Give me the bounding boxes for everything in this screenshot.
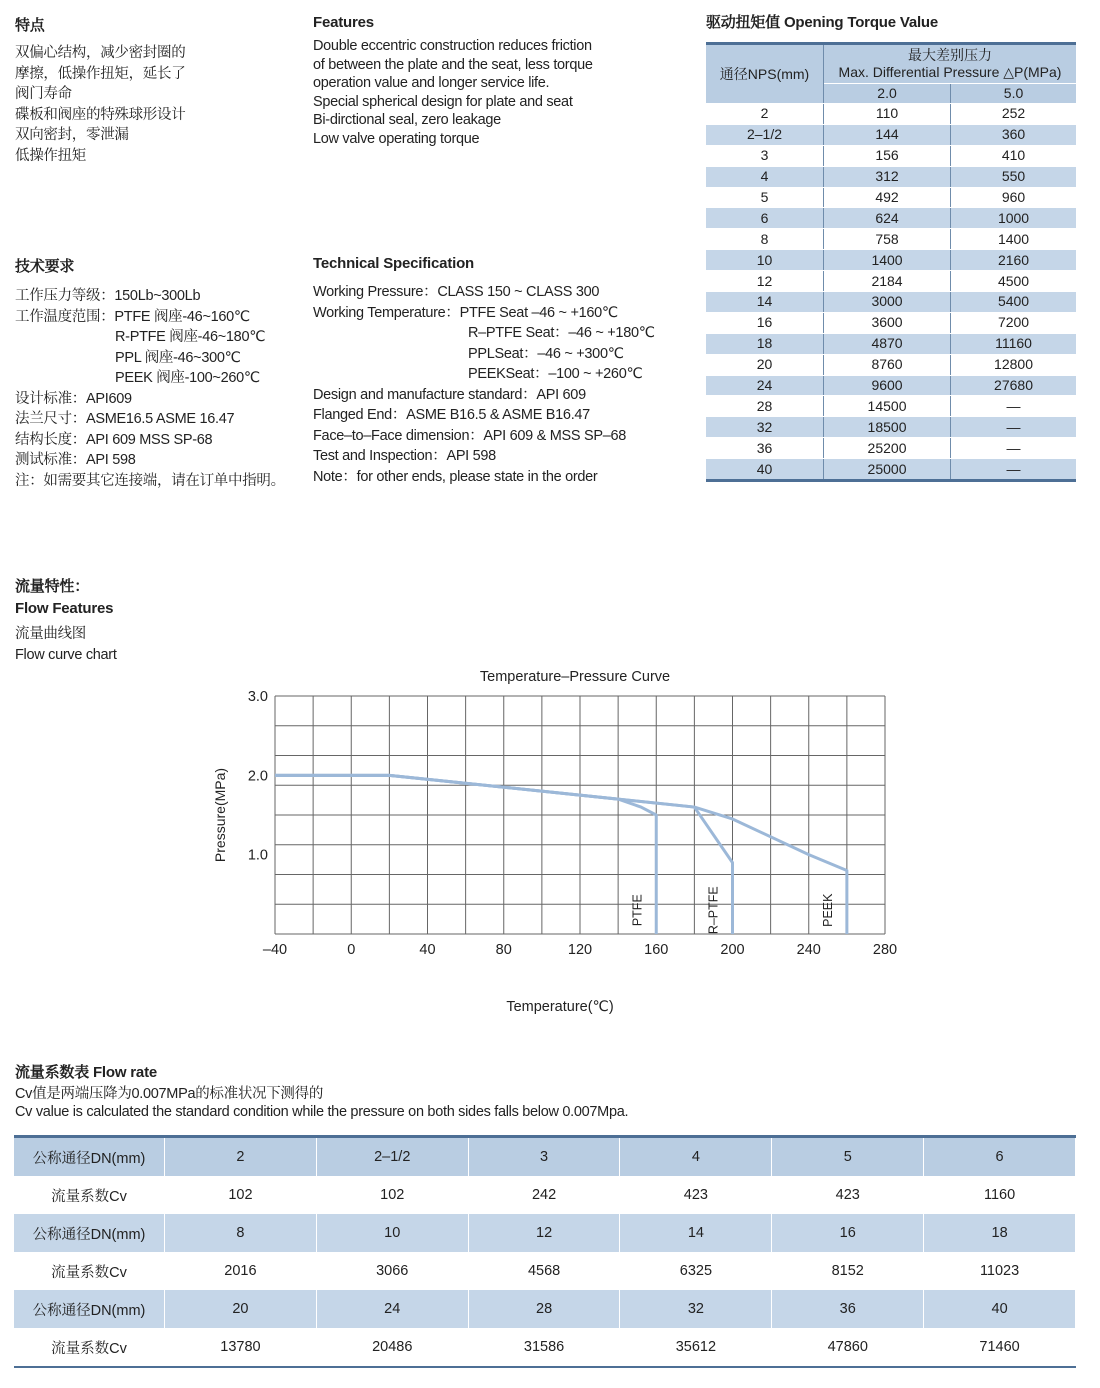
torque-value-cell: 14500 [824,396,951,417]
features-en-lines [313,37,673,148]
features-en-title: Features [313,14,374,31]
flow-dn-cell: 5 [772,1137,924,1177]
torque-nps-cell: 8 [706,229,824,250]
flow-features [15,575,117,665]
torque-row [706,459,1076,481]
flow-features-title-en: Flow Features [15,600,114,617]
torque-row [706,187,1076,208]
torque-value-cell: 3600 [824,312,951,333]
x-tick-label: 280 [872,942,898,958]
text-line: Special spherical design for plate and seat [313,93,573,110]
tech-cn [15,255,305,491]
flow-dn-cell: 10 [316,1214,468,1252]
flow-dn-cell: 2 [165,1137,317,1177]
flow-cv-cell: 31586 [468,1328,620,1367]
text-line: operation value and longer service life. [313,75,550,91]
flow-cv-cell: 8152 [772,1252,924,1290]
flow-dn-cell: 18 [924,1214,1076,1252]
text-line: 测试标准：API 598 [15,452,136,468]
text-line: PEEKSeat：–100 ~ +260℃ [468,366,643,382]
y-tick-label: 3.0 [247,689,268,705]
series-label: PTFE [630,894,645,927]
flow-cv-cell: 423 [772,1176,924,1214]
torque-value-cell: 624 [824,208,951,229]
torque-nps-cell: 32 [706,417,824,438]
torque-col-pressure-en: Max. Differential Pressure △P(MPa) [838,64,1062,80]
flow-cv-label: 流量系数Cv [14,1252,165,1290]
text-line: 双向密封，零泄漏 [15,127,129,143]
x-tick-label: 200 [720,942,745,958]
torque-nps-cell: 20 [706,354,824,375]
text-line: R–PTFE Seat：–46 ~ +180℃ [468,325,655,341]
flow-cv-cell: 6325 [620,1252,772,1290]
flow-dn-cell: 16 [772,1214,924,1252]
text-line: Test and Inspection：API 598 [313,448,496,464]
text-line: 阀门寿命 [15,86,72,102]
x-tick-label: –40 [262,942,288,958]
flow-dn-cell: 24 [316,1290,468,1328]
torque-value-cell: 25000 [824,459,951,481]
y-axis-label: Pressure(MPa) [212,767,228,863]
x-axis-label: Temperature(℃) [506,999,614,1015]
torque-value-cell: 4870 [824,333,951,354]
torque-nps-cell: 18 [706,333,824,354]
flow-dn-cell: 6 [924,1137,1076,1177]
flow-dn-cell: 8 [165,1214,317,1252]
flow-rate-title: 流量系数表 Flow rate [15,1064,158,1081]
torque-value-cell: — [951,396,1076,417]
torque-row [706,104,1076,125]
flow-cv-cell: 11023 [924,1252,1076,1290]
torque-value-cell: 1400 [824,250,951,271]
torque-pressure-5: 5.0 [951,84,1076,104]
torque-body [706,104,1076,481]
torque-nps-cell: 2 [706,104,824,125]
torque-value-cell: 960 [951,187,1076,208]
flow-dn-cell: 3 [468,1137,620,1177]
tech-en-lines [313,282,693,487]
torque-row [706,438,1076,459]
torque-value-cell: 492 [824,187,951,208]
flow-rate-note-en: Cv value is calculated the standard condition while the pressure on both sides falls below 0.007Mpa. [15,1104,629,1120]
torque-value-cell: 3000 [824,292,951,313]
torque-value-cell: 2184 [824,271,951,292]
torque-value-cell: 9600 [824,375,951,396]
flow-dn-label: 公称通径DN(mm) [14,1137,165,1177]
torque-value-cell: 144 [824,124,951,145]
text-line: of between the plate and the seat, less torque [313,56,593,73]
text-line: Bi-dirctional seal, zero leakage [313,112,501,128]
torque-nps-cell: 6 [706,208,824,229]
flow-cv-cell: 102 [316,1176,468,1214]
torque-value-cell: — [951,417,1076,438]
torque-row [706,145,1076,166]
torque-value-cell: 410 [951,145,1076,166]
flow-dn-cell: 28 [468,1290,620,1328]
flow-cv-cell: 35612 [620,1328,772,1367]
torque-value-cell: 550 [951,166,1076,187]
torque-value-cell: 110 [824,104,951,125]
torque-row [706,166,1076,187]
text-line: 碟板和阀座的特殊球形设计 [15,106,186,123]
flow-cv-row [14,1176,1076,1214]
torque-row [706,333,1076,354]
torque-row [706,312,1076,333]
torque-value-cell: 7200 [951,312,1076,333]
torque-row [706,396,1076,417]
torque-value-cell: 758 [824,229,951,250]
flow-dn-cell: 20 [165,1290,317,1328]
torque-nps-cell: 16 [706,312,824,333]
flow-features-title-cn: 流量特性： [15,578,90,595]
torque-row [706,208,1076,229]
torque-col-nps: 通径NPS(mm) [706,44,824,104]
text-line: Low valve operating torque [313,130,480,147]
torque-nps-cell: 2–1/2 [706,124,824,145]
temperature-pressure-chart [200,660,920,1030]
torque-value-cell: 1000 [951,208,1076,229]
flow-dn-row [14,1137,1076,1177]
flow-dn-cell: 40 [924,1290,1076,1328]
text-line: 设计标准：API609 [15,390,132,407]
flow-cv-cell: 1160 [924,1176,1076,1214]
torque-row [706,250,1076,271]
flow-cv-cell: 13780 [165,1328,317,1367]
flow-cv-row [14,1252,1076,1290]
torque-nps-cell: 28 [706,396,824,417]
torque-nps-cell: 12 [706,271,824,292]
flow-cv-cell: 47860 [772,1328,924,1367]
text-line: PPLSeat：–46 ~ +300℃ [468,345,624,362]
text-line: 注：如需要其它连接端，请在订单中指明。 [15,472,285,489]
torque-pressure-2: 2.0 [824,84,951,104]
features-cn-lines [15,43,285,166]
torque-table [706,42,1076,482]
torque-nps-cell: 10 [706,250,824,271]
torque-value-cell: 2160 [951,250,1076,271]
flow-dn-cell: 12 [468,1214,620,1252]
text-line: Working Temperature：PTFE Seat –46 ~ +160℃ [313,304,618,321]
series-line [275,775,847,934]
flow-cv-label: 流量系数Cv [14,1328,165,1367]
torque-row [706,375,1076,396]
x-tick-label: 120 [567,942,593,958]
torque-row [706,229,1076,250]
torque-value-cell: 4500 [951,271,1076,292]
tech-en-title: Technical Specification [313,255,475,272]
text-line: Double eccentric construction reduces friction [313,38,592,54]
features-en [313,14,673,148]
torque-value-cell: — [951,459,1076,481]
torque-value-cell: 5400 [951,292,1076,313]
flow-dn-label: 公称通径DN(mm) [14,1214,165,1252]
series-label: R–PTFE [706,886,721,935]
torque-value-cell: 12800 [951,354,1076,375]
torque-col-pressure [824,44,1077,84]
torque-value-cell: 18500 [824,417,951,438]
text-line: 低操作扭矩 [15,147,86,164]
flow-cv-cell: 3066 [316,1252,468,1290]
flow-dn-cell: 14 [620,1214,772,1252]
torque-nps-cell: 40 [706,459,824,481]
flow-rate-note-cn: Cv值是两端压降为0.007MPa的标准状况下测得的 [15,1086,324,1102]
text-line: PPL 阀座-46~300℃ [115,349,241,366]
flow-dn-cell: 36 [772,1290,924,1328]
flow-features-sub-en: Flow curve chart [15,646,117,663]
torque-row [706,354,1076,375]
flow-cv-label: 流量系数Cv [14,1176,165,1214]
torque-value-cell: 360 [951,124,1076,145]
flow-cv-cell: 102 [165,1176,317,1214]
text-line: 工作压力等级：150Lb~300Lb [15,288,201,304]
torque-title: 驱动扭矩值 Opening Torque Value [706,14,939,31]
flow-cv-row [14,1328,1076,1367]
flow-dn-label: 公称通径DN(mm) [14,1290,165,1328]
y-tick-label: 2.0 [247,768,268,785]
text-line: PEEK 阀座-100~260℃ [115,370,260,386]
flow-cv-cell: 2016 [165,1252,317,1290]
torque-row [706,124,1076,145]
torque-col-pressure-cn: 最大差别压力 [908,47,992,63]
text-line: 法兰尺寸：ASME16.5 ASME 16.47 [15,411,235,427]
torque-value-cell: 27680 [951,375,1076,396]
text-line: Face–to–Face dimension：API 609 & MSS SP–68 [313,427,627,444]
x-tick-label: 80 [495,942,512,958]
torque-nps-cell: 3 [706,145,824,166]
torque-value-cell: 1400 [951,229,1076,250]
torque-value-cell: 156 [824,145,951,166]
text-line: Flanged End：ASME B16.5 & ASME B16.47 [313,407,590,423]
torque-nps-cell: 36 [706,438,824,459]
torque-row [706,292,1076,313]
torque-nps-cell: 14 [706,292,824,313]
features-cn-title: 特点 [15,17,45,34]
chart-title: Temperature–Pressure Curve [479,669,671,685]
flow-rate-header [15,1061,628,1121]
text-line: 双偏心结构，减少密封圈的 [15,45,186,61]
flow-cv-cell: 71460 [924,1328,1076,1367]
series-label: PEEK [820,893,835,927]
x-tick-label: 160 [644,942,669,958]
text-line: Note：for other ends, please state in the order [313,468,598,485]
x-tick-label: 240 [796,942,821,958]
torque-value-cell: 25200 [824,438,951,459]
x-tick-label: 0 [347,942,356,958]
x-tick-label: 40 [419,942,436,958]
flow-dn-cell: 4 [620,1137,772,1177]
flow-dn-row [14,1214,1076,1252]
text-line: 结构长度：API 609 MSS SP-68 [15,431,213,448]
torque-value-cell: 11160 [951,333,1076,354]
tech-cn-title: 技术要求 [15,258,75,275]
features-cn [15,14,285,166]
text-line: R-PTFE 阀座-46~180℃ [115,329,266,345]
torque-row [706,417,1076,438]
flow-dn-row [14,1290,1076,1328]
torque-value-cell: 312 [824,166,951,187]
torque-nps-cell: 5 [706,187,824,208]
flow-rate-table [14,1135,1076,1368]
flow-cv-cell: 423 [620,1176,772,1214]
torque-value-cell: 8760 [824,354,951,375]
flow-features-sub-cn: 流量曲线图 [15,626,86,642]
torque-value-cell: 252 [951,104,1076,125]
tech-cn-lines [15,286,305,491]
flow-cv-cell: 242 [468,1176,620,1214]
text-line: 摩擦，低操作扭矩，延长了 [15,65,186,82]
torque-value-cell: — [951,438,1076,459]
flow-cv-cell: 20486 [316,1328,468,1367]
text-line: Working Pressure：CLASS 150 ~ CLASS 300 [313,284,600,300]
text-line: 工作温度范围：PTFE 阀座-46~160℃ [15,308,250,325]
y-tick-label: 1.0 [247,847,268,864]
flow-cv-cell: 4568 [468,1252,620,1290]
flow-dn-cell: 2–1/2 [316,1137,468,1177]
text-line: Design and manufacture standard：API 609 [313,386,586,403]
torque-nps-cell: 4 [706,166,824,187]
torque-nps-cell: 24 [706,375,824,396]
torque-row [706,271,1076,292]
tech-en [313,255,693,487]
flow-dn-cell: 32 [620,1290,772,1328]
